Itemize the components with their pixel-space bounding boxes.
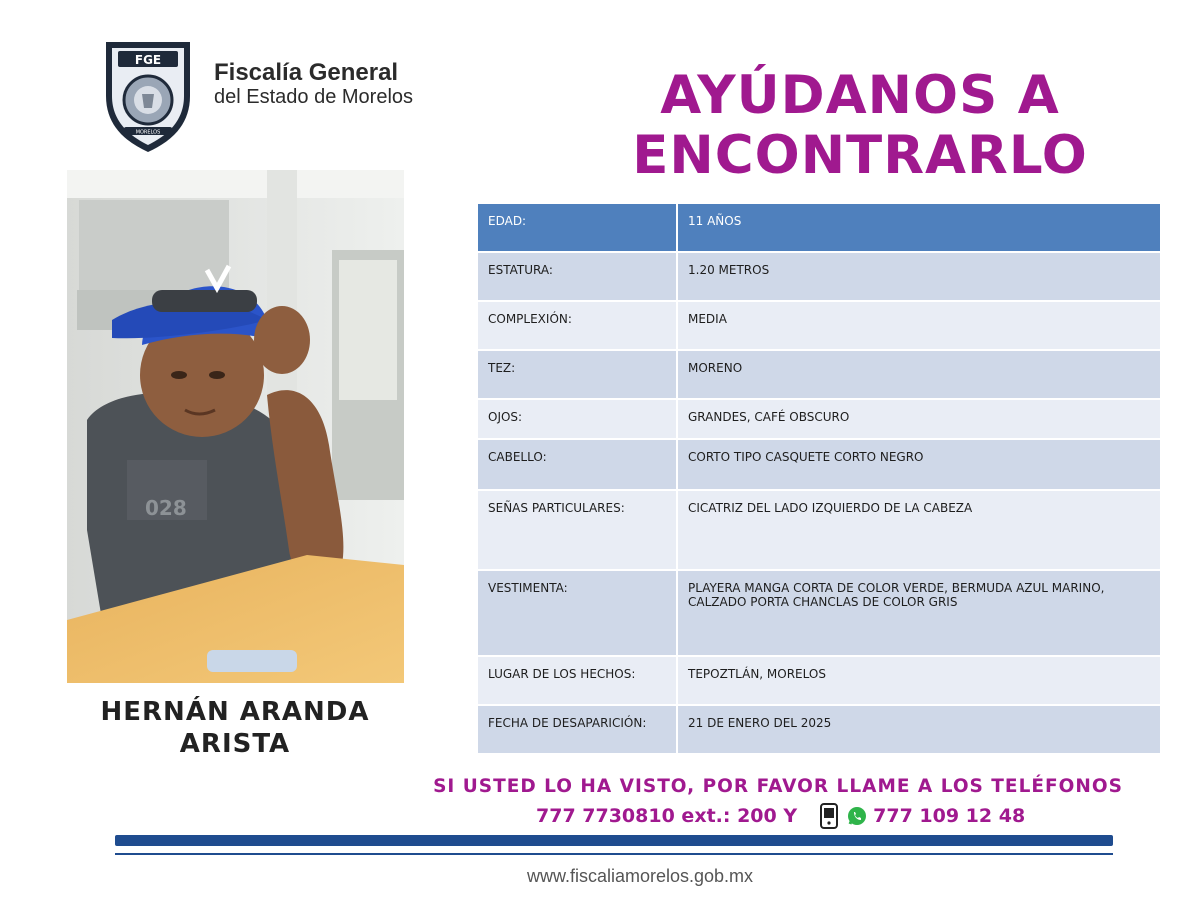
person-name-line1: HERNÁN ARANDA	[100, 697, 370, 727]
footer-divider-thin	[115, 853, 1113, 855]
details-row-marks	[478, 491, 1160, 571]
organization-name	[214, 60, 413, 108]
phone-icon	[819, 803, 839, 829]
details-value: CORTO TIPO CASQUETE CORTO NEGRO	[678, 440, 1160, 491]
call-to-action: SI USTED LO HA VISTO, POR FAVOR LLAME A LOS TELÉFONOS	[433, 776, 1123, 797]
org-name-line2: del Estado de Morelos	[214, 86, 414, 109]
details-label: OJOS:	[478, 400, 678, 440]
details-row-date	[478, 706, 1160, 755]
phone-number-1[interactable]: 777 7730810 ext.: 200 Y	[536, 805, 798, 827]
logo-subtext: MORELOS	[135, 129, 161, 136]
details-value: 11 AÑOS	[678, 204, 1160, 253]
details-value: 21 DE ENERO DEL 2025	[678, 706, 1160, 755]
details-label: FECHA DE DESAPARICIÓN:	[478, 706, 678, 755]
details-value: MEDIA	[678, 302, 1160, 351]
details-value: 1.20 METROS	[678, 253, 1160, 302]
details-row-height	[478, 253, 1160, 302]
details-label: ESTATURA:	[478, 253, 678, 302]
details-label: LUGAR DE LOS HECHOS:	[478, 657, 678, 706]
details-label: SEÑAS PARTICULARES:	[478, 491, 678, 571]
details-value: TEPOZTLÁN, MORELOS	[678, 657, 1160, 706]
details-value: PLAYERA MANGA CORTA DE COLOR VERDE, BERMUDA AZUL MARINO, CALZADO PORTA CHANCLAS DE COLOR GRIS	[678, 571, 1160, 657]
logo-text: FGE	[134, 53, 162, 67]
headline-line2: ENCONTRARLO	[632, 125, 1088, 186]
details-value: GRANDES, CAFÉ OBSCURO	[678, 400, 1160, 440]
details-label: CABELLO:	[478, 440, 678, 491]
details-label: EDAD:	[478, 204, 678, 253]
details-row-location	[478, 657, 1160, 706]
person-name-line2: ARISTA	[179, 729, 291, 759]
details-row-age	[478, 204, 1160, 253]
details-value: MORENO	[678, 351, 1160, 400]
details-row-eyes	[478, 400, 1160, 440]
org-name-line1: Fiscalía General	[214, 59, 399, 86]
whatsapp-icon	[847, 806, 867, 826]
details-label: VESTIMENTA:	[478, 571, 678, 657]
details-label: TEZ:	[478, 351, 678, 400]
missing-person-photo	[67, 170, 404, 683]
phone-numbers	[536, 803, 1025, 829]
headline-line1: AYÚDANOS A	[660, 65, 1060, 126]
details-row-clothing	[478, 571, 1160, 657]
details-row-build	[478, 302, 1160, 351]
person-name	[90, 696, 380, 760]
footer-divider-thick	[115, 835, 1113, 846]
details-table	[478, 204, 1160, 755]
website-link[interactable]: www.fiscaliamorelos.gob.mx	[526, 866, 754, 886]
shirt-print: 028	[145, 496, 187, 520]
details-row-hair	[478, 440, 1160, 491]
details-label: COMPLEXIÓN:	[478, 302, 678, 351]
headline	[600, 66, 1120, 186]
fge-shield-logo	[100, 34, 196, 154]
details-value: CICATRIZ DEL LADO IZQUIERDO DE LA CABEZA	[678, 491, 1160, 571]
phone-number-2[interactable]: 777 109 12 48	[873, 805, 1026, 827]
details-row-complexion	[478, 351, 1160, 400]
